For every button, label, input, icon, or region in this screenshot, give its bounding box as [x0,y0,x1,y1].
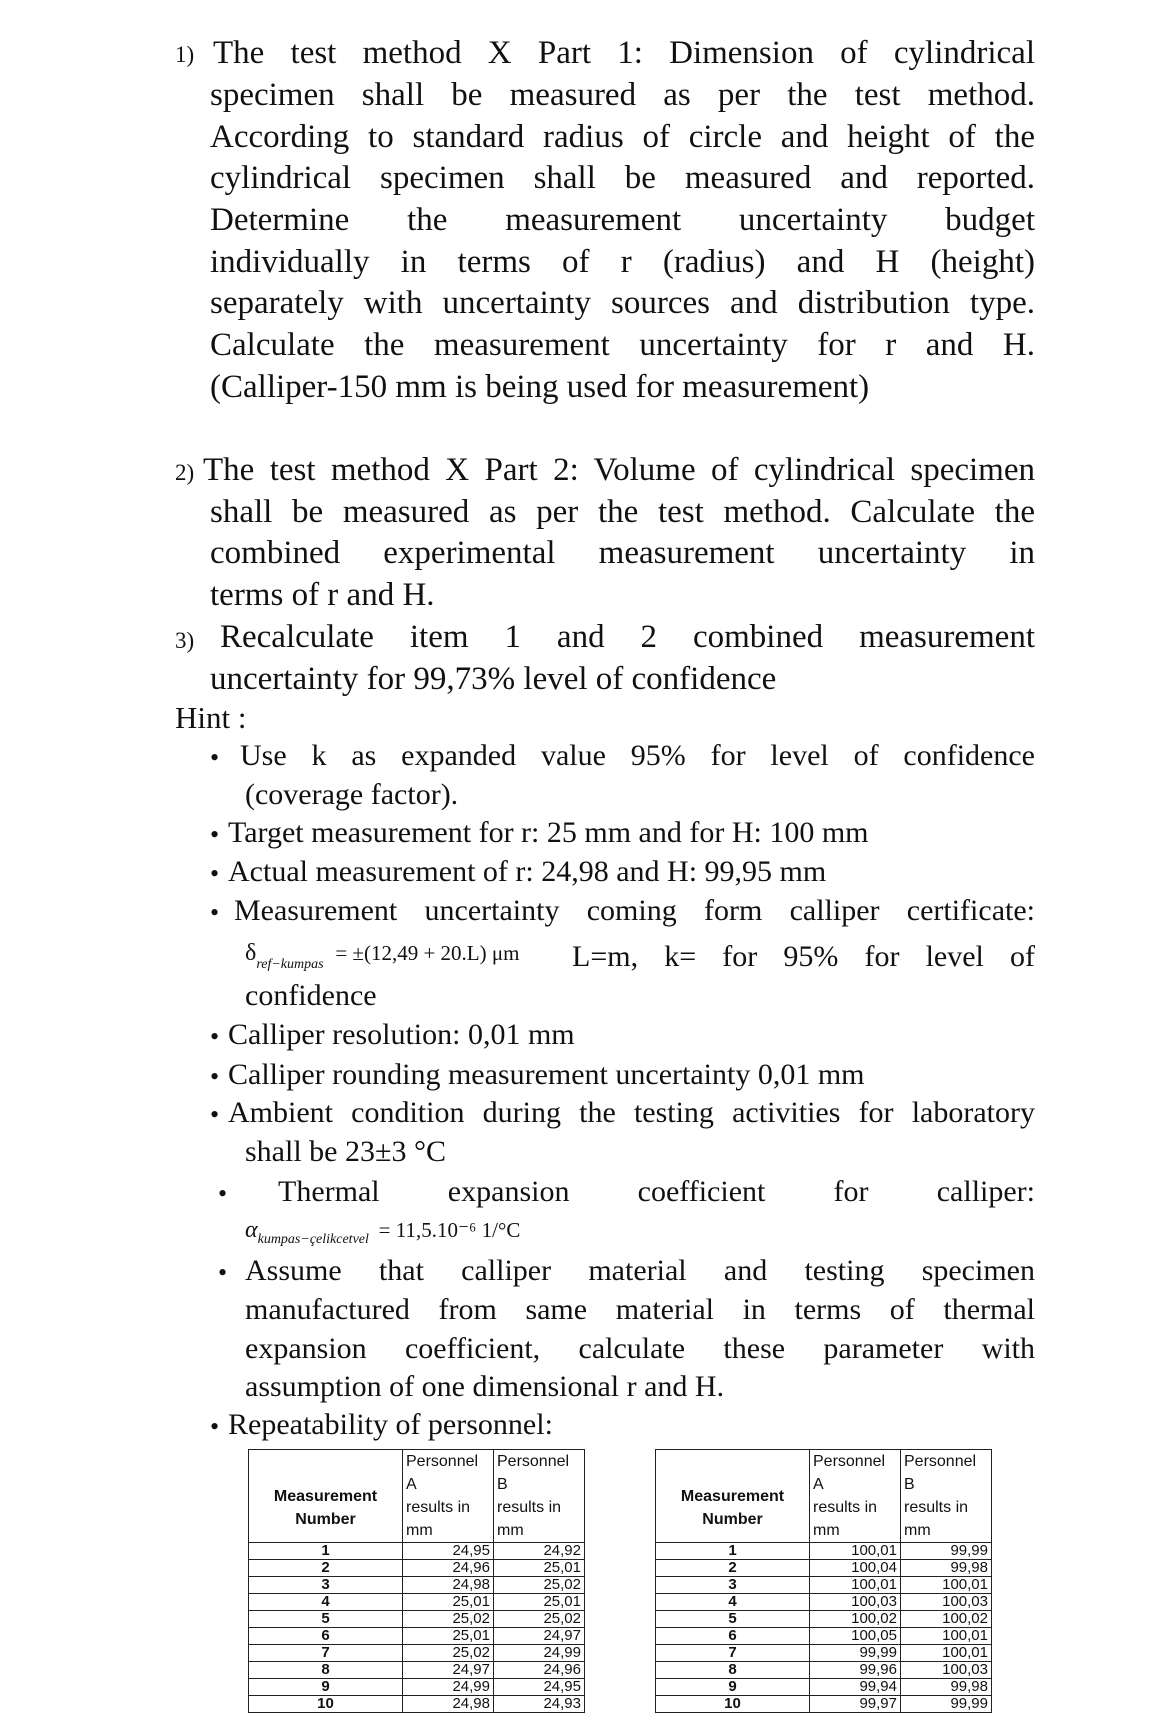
table-row [249,1645,585,1662]
measurement-number-cell: 2 [656,1560,810,1577]
bullet-icon: • [210,1062,220,1091]
item-1-line: The test method X Part 1: Dimension of cylindrical [213,35,1035,71]
header-personnel-b [901,1450,992,1543]
thermal-expansion-formula [245,1217,521,1247]
measurement-number-cell: 10 [249,1696,403,1713]
header-personnel-a [403,1450,494,1543]
formula-delta: δ [245,940,257,966]
personnel-a-cell: 100,02 [810,1611,901,1628]
personnel-a-cell: 99,97 [810,1696,901,1713]
personnel-b-cell: 24,92 [494,1543,585,1560]
personnel-a-cell: 25,02 [403,1611,494,1628]
hint-label: Hint : [175,700,247,735]
hint-bullet-1-cont: (coverage factor). [245,778,459,811]
item-3-line: Recalculate item 1 and 2 combined measurement [220,619,1035,655]
table-row [249,1560,585,1577]
personnel-a-cell: 25,01 [403,1594,494,1611]
header-line: Personnel B [904,1453,977,1493]
personnel-a-cell: 99,99 [810,1645,901,1662]
table-row [249,1679,585,1696]
measurement-number-cell: 10 [656,1696,810,1713]
personnel-b-cell: 100,03 [901,1662,992,1679]
item-2-line: The test method X Part 2: Volume of cylindrical specimen [203,452,1035,488]
personnel-b-cell: 24,95 [494,1679,585,1696]
table-row [656,1645,992,1662]
hint-bullet-2: Target measurement for r: 25 mm and for H: 100 mm [228,816,869,849]
personnel-a-cell: 100,01 [810,1543,901,1560]
hint-bullet-7: Ambient condition during the testing activities for laboratory [228,1096,1035,1129]
measurement-number-cell: 7 [249,1645,403,1662]
bullet-icon: • [210,1412,220,1441]
personnel-a-cell: 100,03 [810,1594,901,1611]
measurement-number-cell: 9 [249,1679,403,1696]
item-1-line: specimen shall be measured as per the test method. [210,77,1035,113]
personnel-b-cell: 100,03 [901,1594,992,1611]
table-row [656,1560,992,1577]
personnel-a-cell: 24,98 [403,1696,494,1713]
item-1-number: 1) [175,42,195,67]
personnel-b-cell: 100,02 [901,1611,992,1628]
formula-expression: = 11,5.10⁻⁶ 1/°C [378,1218,521,1242]
personnel-b-cell: 99,99 [901,1543,992,1560]
table-row [249,1611,585,1628]
bullet-icon: • [210,1022,220,1051]
personnel-b-cell: 24,93 [494,1696,585,1713]
header-line: Personnel A [406,1453,479,1493]
measurement-number-cell: 4 [656,1594,810,1611]
item-1-line: According to standard radius of circle and height of the [210,119,1035,155]
personnel-b-cell: 99,98 [901,1560,992,1577]
measurement-number-cell: 7 [656,1645,810,1662]
measurement-number-cell: 1 [249,1543,403,1560]
measurement-number-cell: 9 [656,1679,810,1696]
bullet-icon: • [210,820,220,849]
header-line: Measurement [273,1487,378,1505]
hint-bullet-9-cont: expansion coefficient, calculate these parameter with [245,1332,1035,1365]
hint-bullet-3: Actual measurement of r: 24,98 and H: 99,95 mm [228,855,827,888]
formula-alpha: α [245,1217,258,1243]
personnel-a-cell: 24,99 [403,1679,494,1696]
measurement-number-cell: 8 [656,1662,810,1679]
height-repeatability-table [655,1449,992,1713]
header-line: Number [295,1510,356,1528]
personnel-b-cell: 99,98 [901,1679,992,1696]
formula-expression: = ±(12,49 + 20.L) μm [335,941,520,965]
hint-bullet-10: Repeatability of personnel: [228,1408,553,1441]
hint-bullet-1: Use k as expanded value 95% for level of confidence [240,739,1035,772]
header-line: results in [497,1499,562,1516]
header-line: Number [702,1510,763,1528]
hint-bullet-4-tail: L=m, k= for 95% for level of [572,940,1035,973]
formula-subscript: kumpas−çelikcetvel [257,1232,369,1247]
table-row [249,1577,585,1594]
item-1-line: Calculate the measurement uncertainty for r and H. [210,327,1035,363]
item-1-line: separately with uncertainty sources and distribution type. [210,285,1035,321]
header-line: Personnel B [497,1453,570,1493]
hint-bullet-5: Calliper resolution: 0,01 mm [228,1018,575,1051]
item-1-line: cylindrical specimen shall be measured and reported. [210,160,1035,196]
measurement-number-cell: 3 [656,1577,810,1594]
personnel-a-cell: 24,96 [403,1560,494,1577]
personnel-b-cell: 100,01 [901,1577,992,1594]
personnel-a-cell: 100,01 [810,1577,901,1594]
header-line: mm [497,1522,524,1539]
personnel-b-cell: 99,99 [901,1696,992,1713]
measurement-number-cell: 3 [249,1577,403,1594]
bullet-icon: • [210,743,220,772]
table-row [656,1628,992,1645]
bullet-icon: • [210,898,220,927]
table-row [656,1679,992,1696]
hint-bullet-9-cont: assumption of one dimensional r and H. [245,1370,725,1403]
item-1-line: (Calliper-150 mm is being used for measurement) [210,369,870,405]
item-2-number: 2) [175,460,195,485]
bullet-icon: • [210,859,220,888]
hint-bullet-4-cont: confidence [245,979,377,1012]
hint-bullet-9-cont: manufactured from same material in terms of thermal [245,1293,1035,1326]
bullet-icon: • [210,1100,220,1129]
personnel-a-cell: 25,01 [403,1628,494,1645]
personnel-b-cell: 24,96 [494,1662,585,1679]
bullet-icon: • [218,1179,228,1208]
header-line: results in [904,1499,969,1516]
table-row [656,1696,992,1713]
personnel-a-cell: 100,05 [810,1628,901,1645]
header-line: mm [813,1522,840,1539]
table-row [656,1594,992,1611]
measurement-number-cell: 8 [249,1662,403,1679]
measurement-number-cell: 2 [249,1560,403,1577]
personnel-b-cell: 100,01 [901,1645,992,1662]
item-1-line: Determine the measurement uncertainty budget [210,202,1035,238]
hint-bullet-4: Measurement uncertainty coming form calliper certificate: [234,894,1035,927]
header-personnel-b [494,1450,585,1543]
table-row [249,1543,585,1560]
personnel-a-cell: 24,95 [403,1543,494,1560]
hint-bullet-6: Calliper rounding measurement uncertainty 0,01 mm [228,1058,865,1091]
bullet-icon: • [218,1258,228,1287]
measurement-number-cell: 1 [656,1543,810,1560]
item-1-line: individually in terms of r (radius) and H (height) [210,244,1035,280]
personnel-b-cell: 25,01 [494,1594,585,1611]
measurement-number-cell: 6 [656,1628,810,1645]
personnel-b-cell: 100,01 [901,1628,992,1645]
radius-repeatability-table [248,1449,585,1713]
personnel-a-cell: 24,98 [403,1577,494,1594]
personnel-a-cell: 100,04 [810,1560,901,1577]
header-line: results in [813,1499,878,1516]
table-row [656,1577,992,1594]
measurement-number-cell: 4 [249,1594,403,1611]
personnel-b-cell: 24,97 [494,1628,585,1645]
header-line: Personnel A [813,1453,886,1493]
header-line: mm [406,1522,433,1539]
measurement-number-cell: 5 [656,1611,810,1628]
personnel-a-cell: 24,97 [403,1662,494,1679]
hint-bullet-7-cont: shall be 23±3 °C [245,1135,446,1168]
hint-bullet-9: Assume that calliper material and testing specimen [245,1254,1035,1287]
calliper-uncertainty-formula [245,940,520,972]
item-3-number: 3) [175,628,195,653]
header-line: mm [904,1522,931,1539]
item-2-line: combined experimental measurement uncertainty in [210,535,1035,571]
personnel-b-cell: 25,02 [494,1577,585,1594]
item-3-line: uncertainty for 99,73% level of confidence [210,661,777,697]
table-row [249,1594,585,1611]
table-row [249,1662,585,1679]
table-row [249,1696,585,1713]
measurement-number-cell: 5 [249,1611,403,1628]
personnel-b-cell: 24,99 [494,1645,585,1662]
item-2-line: shall be measured as per the test method. Calculate the [210,494,1035,530]
measurement-number-cell: 6 [249,1628,403,1645]
hint-bullet-8: Thermal expansion coefficient for calliper: [278,1175,1035,1208]
formula-subscript: ref−kumpas [256,957,324,972]
table-row [249,1628,585,1645]
personnel-b-cell: 25,02 [494,1611,585,1628]
personnel-a-cell: 99,94 [810,1679,901,1696]
personnel-a-cell: 25,02 [403,1645,494,1662]
header-measurement-number [656,1450,810,1543]
personnel-a-cell: 99,96 [810,1662,901,1679]
header-measurement-number [249,1450,403,1543]
header-personnel-a [810,1450,901,1543]
header-line: results in [406,1499,471,1516]
item-2-line: terms of r and H. [210,577,435,613]
table-row [656,1662,992,1679]
header-line: Measurement [680,1487,785,1505]
table-row [656,1543,992,1560]
personnel-b-cell: 25,01 [494,1560,585,1577]
table-row [656,1611,992,1628]
